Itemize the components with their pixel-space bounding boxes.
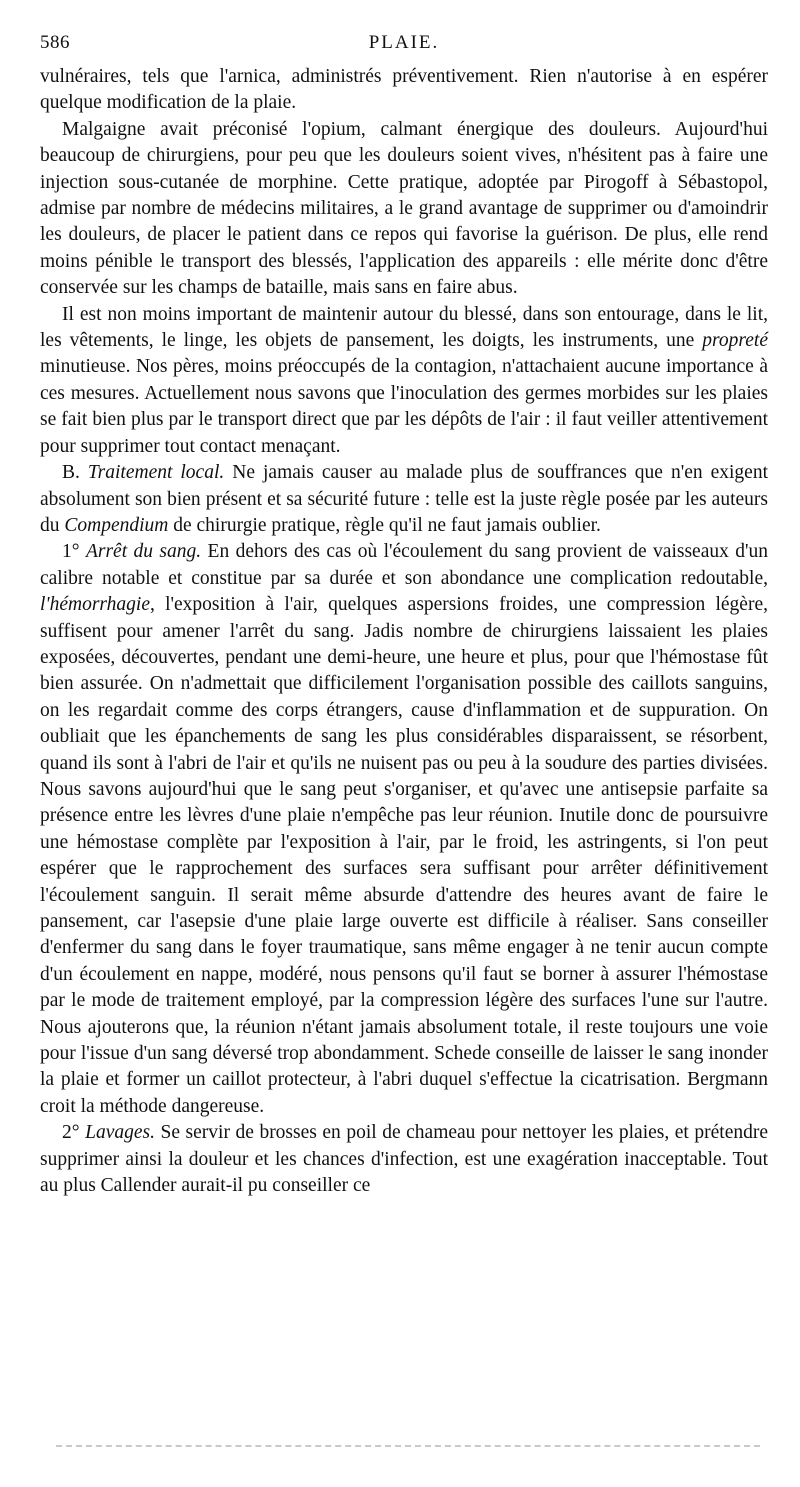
section-arret-du-sang [40,539,768,1120]
page-header [40,28,768,58]
footer-rule [56,1445,760,1451]
emphasis-term: propreté [702,330,768,352]
page-number: 586 [40,32,70,53]
paragraph-text: Malgaigne avait préconisé l'opium, calmant énergique des douleurs. Aujourd'hui beaucoup de chirurgiens, pour peu que les douleurs soient vives, n'hésitent pas à faire une injection sous-cutanée de morphine. Cette pratique, adoptée par Pirogoff à Sébastopol, admise par nombre de médecins militaires, a le grand avantage de supprimer ou d'amoindrir les douleurs, de placer le patient dans ce repos qui favorise la guérison. De plus, elle rend moins pénible le transport des blessés, l'application des appareils : elle mérite donc d'être conservée sur les champs de bataille, mais sans en faire abus. [40,118,768,299]
paragraph-text: Se servir de brosses en poil de chameau pour nettoyer les plaies, et prétendre supprimer ainsi la douleur et les chances d'infection, est une exagération inacceptable. Tout au plus Callender aurait-il pu conseiller ce [40,1122,769,1197]
emphasis-term: l'hémorrhagie [40,594,150,616]
section-heading: Traitement local. [87,462,225,484]
section-label: 1° [62,541,80,563]
paragraph-text: minutieuse. Nos pères, moins préoccupés de la contagion, n'attachaient aucune importance à ces mesures. Actuellement nous savons que l'inoculation des germes morbides sur les plaies se fait bien plus par le transport direct que par les dépôts de l'air : il faut veiller attentivement pour supprimer tout contact menaçant. [40,356,768,457]
emphasis-term: Compendium [64,514,169,536]
paragraph-text: vulnéraires, tels que l'arnica, administrés préventivement. Rien n'autorise à en espérer quelque modification de la plaie. [40,66,768,114]
body-text [40,64,768,1199]
paragraph-proprete [40,302,768,460]
section-traitement-local [40,460,768,539]
paragraph-text: de chirurgie pratique, règle qu'il ne faut jamais oublier. [168,514,601,536]
book-page [40,28,768,1199]
section-heading: Lavages. [85,1122,155,1144]
section-label: B. [62,462,80,484]
paragraph-continuation [40,64,768,117]
paragraph-morphine [40,117,768,302]
running-title: PLAIE. [368,32,440,53]
paragraph-text: En dehors des cas où l'écoulement du sang provient de vaisseaux d'un calibre notable et constitue par sa durée et son abondance une complication redoutable, [40,541,769,589]
section-label: 2° [62,1122,80,1144]
paragraph-text: Il est non moins important de maintenir autour du blessé, dans son entourage, dans le lit, les vêtements, le linge, les objets de pansement, les doigts, les instruments, une [40,303,768,352]
section-lavages [40,1120,768,1199]
paragraph-text: , l'exposition à l'air, quelques aspersions froides, une compression légère, suffisent pour amener l'arrêt du sang. Jadis nombre de chirurgiens laissaient les plaies exposées, découvertes, pendant une demi-heure, une heure et plus, pour que l'hémostase fût bien assurée. On n'admettait que difficilement l'organisation possible des caillots sanguins, on les regardait comme des corps étrangers, cause d'inflammation et de suppuration. On oubliait que les épanchements de sang les plus considérables disparaissent, se résorbent, quand ils sont à l'abri de l'air et qu'ils ne nuisent pas ou peu à la soudure des parties divisées. Nous savons aujourd'hui que le sang peut s'organiser, et qu'avec une antisepsie parfaite sa présence entre les lèvres d'une plaie n'empêche pas leur réunion. Inutile donc de poursuivre une hémostase complète par l'exposition à l'air, par le froid, les astringents, si l'on peut espérer que le rapprochement des surfaces sera suffisant pour arrêter définitivement l'écoulement sanguin. Il serait même absurde d'attendre des heures avant de faire le pansement, car l'asepsie d'une plaie large ouverte est difficile à réaliser. Sans conseiller d'enfermer du sang dans le foyer traumatique, sans même engager à ne tenir aucun compte d'un écoulement en nappe, modéré, nous pensons qu'il faut se borner à assurer l'hémostase par le mode de traitement employé, par la compression légère des surfaces l'une sur l'autre. Nous ajouterons que, la réunion n'étant jamais absolument totale, il reste toujours une voie pour l'issue d'un sang déversé trop abondamment. Schede conseille de laisser le sang inonder la plaie et former un caillot protecteur, à l'abri duquel s'effectue la cicatrisation. Bergmann croit la méthode dangereuse. [40,594,768,1117]
paragraph-text: Ne jamais causer au malade plus de souffrances que n'en exigent absolument son bien présent et sa sécurité future : telle est la juste règle posée par les auteurs du [40,462,769,536]
section-heading: Arrêt du sang. [85,541,202,563]
